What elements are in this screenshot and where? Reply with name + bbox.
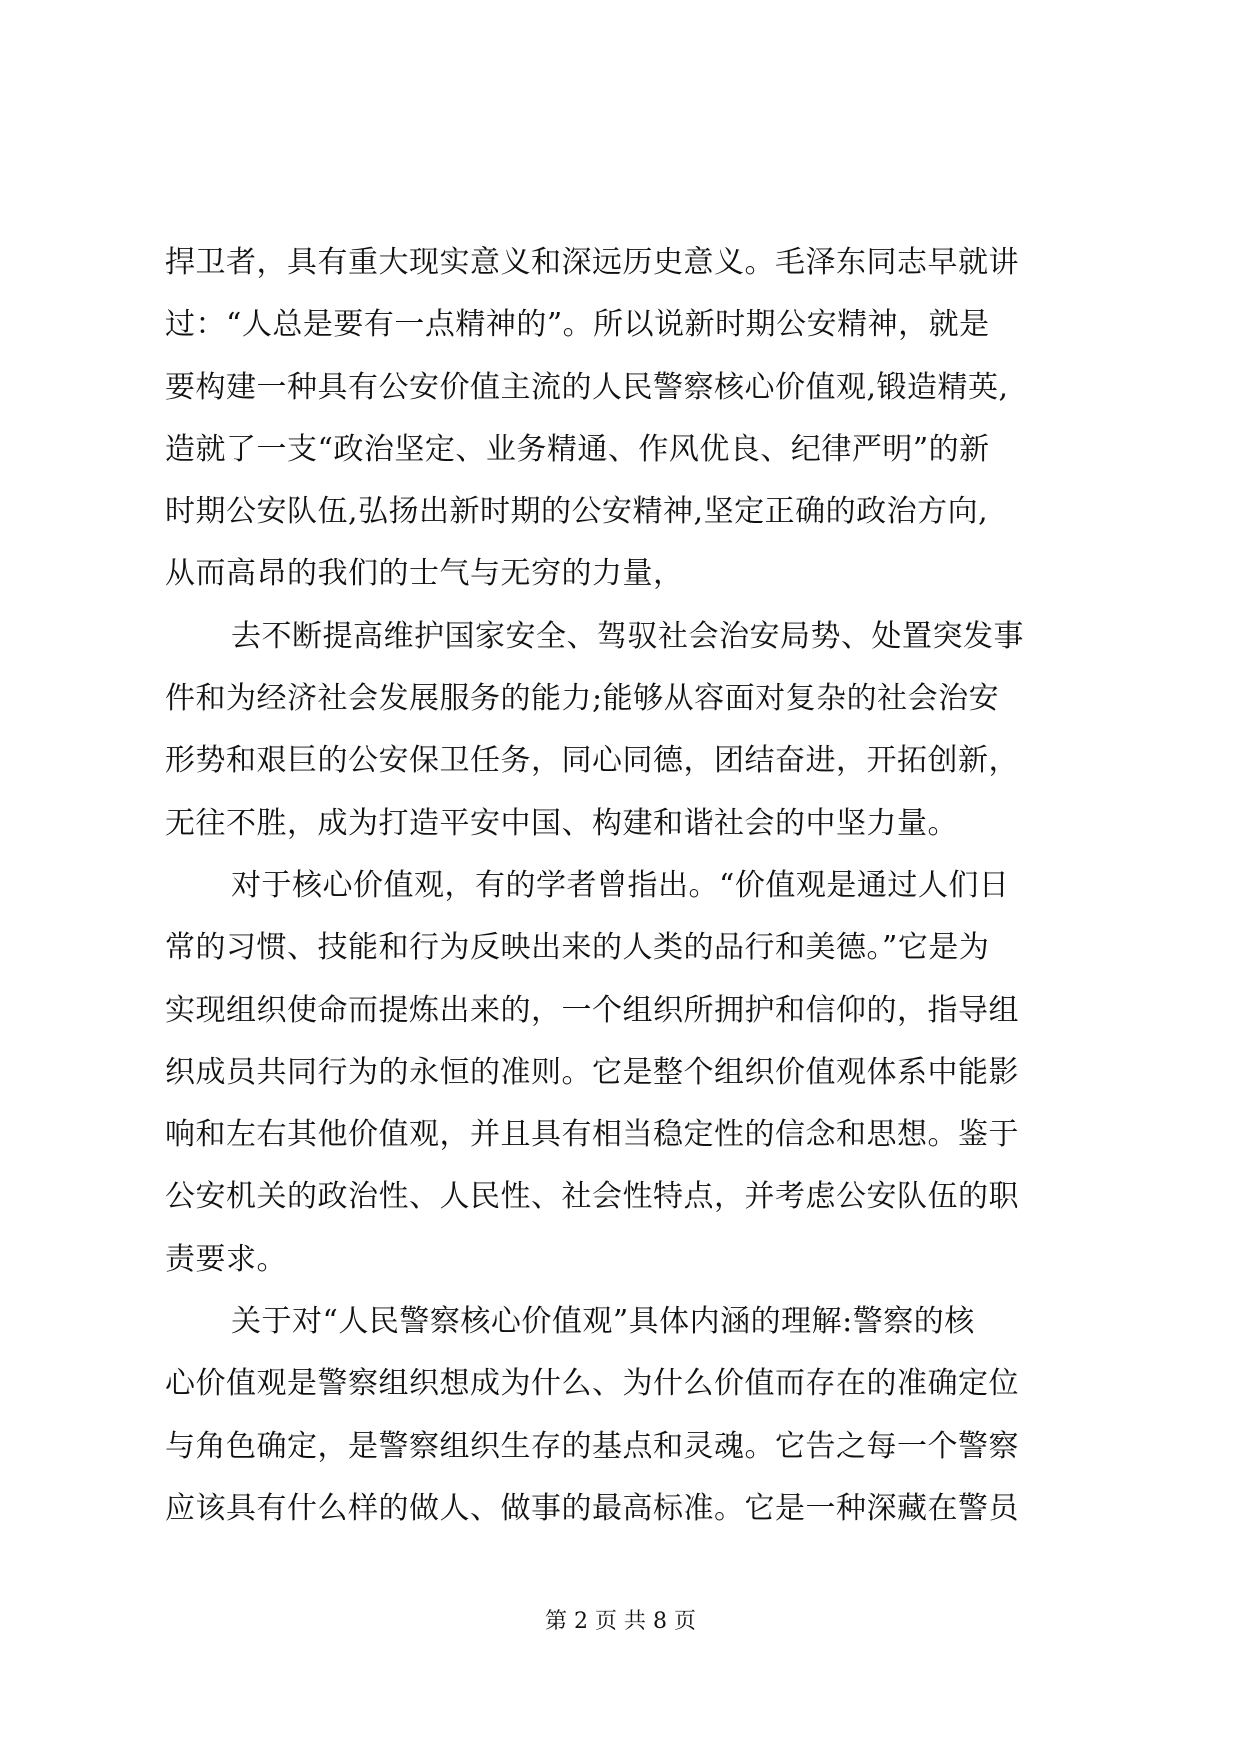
document-body (165, 232, 1085, 1540)
text-line: 响和左右其他价值观，并且具有相当稳定性的信念和思想。鉴于 (165, 1117, 1019, 1153)
text-line: 织成员共同行为的永恒的准则。它是整个组织价值观体系中能影 (165, 1054, 1019, 1090)
text-line: 责要求。 (165, 1241, 287, 1277)
text-line: 关于对“人民警察核心价值观”具体内涵的理解:警察的核 (231, 1304, 975, 1340)
text-line: 实现组织使命而提炼出来的，一个组织所拥护和信仰的，指导组 (165, 992, 1019, 1028)
page-footer: 第 2 页 共 8 页 (545, 1609, 696, 1634)
text-line: 时期公安队伍,弘扬出新时期的公安精神,坚定正确的政治方向, (165, 494, 989, 530)
text-line: 造就了一支“政治坚定、业务精通、作风优良、纪律严明”的新 (165, 431, 990, 467)
text-line: 从而高昂的我们的士气与无穷的力量， (165, 556, 684, 592)
text-line: 常的习惯、技能和行为反映出来的人类的品行和美德。”它是为 (165, 930, 990, 966)
text-line: 与角色确定，是警察组织生存的基点和灵魂。它告之每一个警察 (165, 1428, 1019, 1464)
text-line: 捍卫者，具有重大现实意义和深远历史意义。毛泽东同志早就讲 (165, 245, 1019, 280)
text-line: 应该具有什么样的做人、做事的最高标准。它是一种深藏在警员 (165, 1490, 1019, 1526)
text-line: 过：“人总是要有一点精神的”。所以说新时期公安精神，就是 (165, 307, 990, 343)
text-line: 去不断提高维护国家安全、驾驭社会治安局势、处置突发事 (231, 618, 1024, 654)
text-line: 形势和艰巨的公安保卫任务，同心同德，团结奋进，开拓创新， (165, 743, 1019, 779)
text-line: 公安机关的政治性、人民性、社会性特点，并考虑公安队伍的职 (165, 1179, 1019, 1215)
text-line: 心价值观是警察组织想成为什么、为什么价值而存在的准确定位 (165, 1366, 1019, 1402)
text-line: 要构建一种具有公安价值主流的人民警察核心价值观,锻造精英, (165, 369, 1009, 405)
text-line: 对于核心价值观，有的学者曾指出。“价值观是通过人们日 (231, 867, 1010, 903)
text-line: 无往不胜，成为打造平安中国、构建和谐社会的中坚力量。 (165, 805, 958, 841)
text-line: 件和为经济社会发展服务的能力;能够从容面对复杂的社会治安 (165, 681, 1000, 717)
